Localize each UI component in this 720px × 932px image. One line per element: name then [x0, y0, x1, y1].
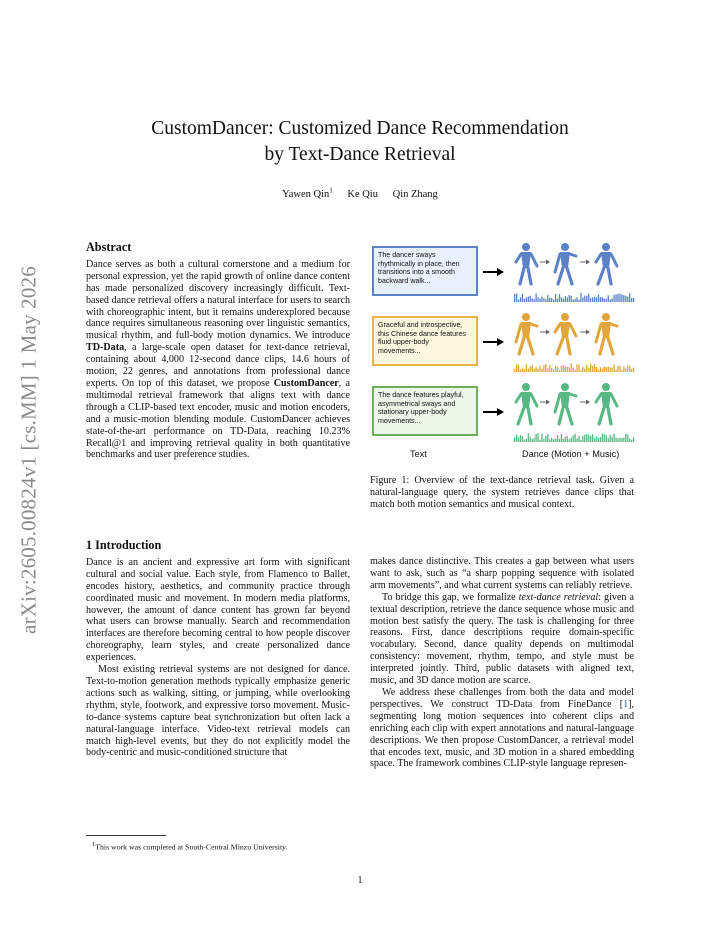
waveform-bar	[600, 297, 601, 302]
waveform-bar	[604, 434, 605, 442]
dancer-arm	[611, 254, 617, 266]
waveform-bar	[580, 440, 581, 442]
dancer-arm	[596, 394, 601, 402]
waveform-bar	[559, 370, 560, 372]
waveform-bar	[586, 434, 587, 442]
dancer-leg	[567, 408, 572, 424]
waveform-bar	[534, 438, 535, 442]
waveform-bar	[604, 299, 605, 302]
waveform-bar	[574, 370, 575, 372]
paragraph: We address these challenges from both the data and model perspectives. We construct TD-Data from FineDance [1], segmenting long motion sequences into coherent clips and enriching each clip with expert annotations and natural-language descriptions. We then propose CustomDancer, a retrieval model that encodes text, music, and 3D motion in a shared embedding space. The framework combines CLIP-style language represen-	[370, 686, 634, 770]
dancer-torso	[601, 322, 611, 338]
waveform-bar	[528, 433, 529, 442]
arxiv-identifier: arXiv:2605.00824v1 [cs.MM] 1 May 2026	[16, 266, 41, 634]
waveform-bar	[576, 297, 577, 302]
waveform-bar	[574, 299, 575, 302]
waveform-bar	[613, 434, 614, 442]
waveform-bar	[547, 295, 548, 302]
waveform-bar	[606, 435, 607, 442]
waveform-bar	[596, 297, 597, 302]
waveform-bar	[569, 295, 570, 302]
waveform-bar	[592, 297, 593, 302]
introduction-left	[86, 540, 350, 759]
waveform-bar	[561, 365, 562, 372]
author: Qin Zhang	[392, 188, 438, 200]
waveform-bar	[571, 363, 572, 372]
waveform-bar	[582, 436, 583, 442]
waveform-bar	[528, 368, 529, 372]
waveform-bar	[549, 298, 550, 302]
dancer-arm	[570, 254, 576, 256]
waveform-bar	[518, 300, 519, 302]
waveform-bar	[573, 367, 574, 372]
waveform-bar	[623, 295, 624, 302]
waveform-bar	[584, 435, 585, 442]
dancer-leg	[608, 408, 611, 424]
waveform-bar	[539, 440, 540, 442]
dancer-leg	[557, 338, 563, 354]
figure-label-dance: Dance (Motion + Music)	[522, 449, 620, 459]
figure-label-text: Text	[410, 449, 427, 459]
waveform-bar	[522, 436, 523, 442]
paper-title: CustomDancer: Customized Dance Recommendation by Text-Dance Retrieval	[151, 118, 569, 165]
dancer-leg	[567, 268, 572, 284]
dancer-torso	[560, 252, 570, 268]
waveform-bar	[557, 299, 558, 302]
waveform-bar	[594, 364, 595, 372]
query-box: Graceful and introspective, this Chinese dance features fluid upper-body movements...	[372, 316, 478, 366]
dancer-arm	[555, 254, 560, 272]
waveform-bar	[578, 364, 579, 372]
waveform-bar	[541, 369, 542, 372]
waveform-bar	[530, 437, 531, 442]
waveform-bar	[606, 299, 607, 302]
paragraph: Most existing retrieval systems are not designed for dance. Text-to-motion generation methods typically emphasize generic actions such as walking, sitting, or jumping, while overlooking rhythm, style, footwork, and expressive torso movement. Music-to-dance systems capture beat synchronization but often lack a natural-language interface. Video-text retrieval models can match high-level events, but they do not explicitly model the body-centric and music-conditioned structure that	[86, 664, 350, 759]
waveform-bar	[571, 438, 572, 442]
waveform-bar	[516, 364, 517, 372]
waveform-bar	[545, 436, 546, 442]
dancer-torso	[521, 252, 531, 268]
waveform-bar	[563, 439, 564, 442]
waveform-bar	[580, 370, 581, 372]
dancer-leg	[599, 408, 604, 424]
small-arrow-head	[546, 260, 550, 265]
dancer-leg	[558, 268, 563, 284]
small-arrow-head	[586, 400, 590, 405]
waveform-bar	[596, 436, 597, 442]
query-box: The dancer sways rhythmically in place, then transitions into a smooth backward walk...	[372, 246, 478, 296]
waveform-bar	[557, 435, 558, 442]
waveform-bar	[534, 299, 535, 302]
waveform-bar	[610, 299, 611, 302]
waveform-bar	[535, 367, 536, 372]
waveform-bar	[576, 364, 577, 372]
waveform-bar	[629, 439, 630, 442]
waveform-bar	[561, 434, 562, 442]
waveform-bar	[532, 439, 533, 442]
author: Ke Qiu	[347, 188, 378, 200]
waveform-bar	[555, 439, 556, 442]
waveform-bar	[592, 366, 593, 372]
dancer-leg	[598, 268, 604, 284]
dancer-arm	[611, 394, 617, 406]
waveform-bar	[621, 294, 622, 302]
dancer-torso	[601, 252, 611, 268]
waveform-bar	[553, 369, 554, 372]
footnote-rule	[86, 835, 166, 836]
waveform-bar	[600, 437, 601, 442]
waveform-bar	[555, 366, 556, 372]
small-arrow-head	[586, 260, 590, 265]
waveform-bar	[578, 436, 579, 442]
paragraph: Dance is an ancient and expressive art form with significant cultural and social value. Each style, from Flamenco to Ballet, encodes history, aesthetics, and community practice through coordinated music and movement. In modern media platforms, however, the amount of dance content has grown far beyond what users can browse manually. Search and recommendation interfaces are therefore becoming central to how people discover choreography, learn styles, and create personalized dance experiences.	[86, 556, 350, 664]
citation-link[interactable]: 1	[623, 698, 629, 710]
waveform-bar	[541, 434, 542, 442]
waveform-bar	[520, 435, 521, 442]
waveform-bar	[594, 438, 595, 442]
waveform-bar	[625, 296, 626, 302]
arrow-right-icon	[483, 267, 505, 277]
waveform-bar	[522, 368, 523, 372]
introduction-right	[370, 556, 634, 770]
dancer-leg	[528, 268, 531, 284]
waveform-bar	[610, 367, 611, 372]
waveform-bar	[621, 370, 622, 372]
dancer-head	[602, 243, 610, 251]
waveform-bar	[543, 439, 544, 442]
waveform-bar	[567, 367, 568, 372]
waveform-bar	[545, 299, 546, 302]
dancer-head	[522, 243, 530, 251]
waveform-bar	[588, 368, 589, 372]
waveform-bar	[633, 298, 634, 302]
figure-1	[370, 240, 635, 468]
waveform-bar	[573, 299, 574, 302]
waveform-bar	[545, 364, 546, 372]
waveform-bar	[619, 294, 620, 302]
waveform-bar	[631, 298, 632, 302]
waveform-bar	[532, 298, 533, 302]
waveform-bar	[528, 296, 529, 302]
waveform-bar	[612, 368, 613, 372]
waveform-bar	[629, 366, 630, 372]
abstract-text: Dance serves as both a cultural cornerstone and a medium for personal expression, yet the rapid growth of online dance content has made personalized discovery increasingly difficult. Text-based dance retrieval offers a natural interface for users to search with choreographic intent, but it remains underexplored because dance requires simultaneous reasoning over linguistic semantics, musical rhythm, and full-body motion dynamics. We introduce TD-Data, a large-scale open dataset for text-dance retrieval, containing about 4,000 12-second dance clips, 14.6 hours of motion, 22 genres, and annotations from professional dance experts. On top of this dataset, we propose CustomDancer, a multimodal retrieval framework that aligns text with dance through a CLIP-based text encoder, music and motion encoders, and a music-motion blending module. CustomDancer achieves state-of-the-art performance on TD-Data, reaching 10.23% Recall@1 and improving retrieval quality in both quantitative benchmarks and user preference studies.	[86, 258, 350, 461]
waveform-bar	[539, 366, 540, 372]
waveform-bar	[580, 293, 581, 302]
waveform-bar	[594, 297, 595, 302]
waveform-bar	[569, 367, 570, 372]
waveform-bar	[559, 294, 560, 302]
waveform-bar	[590, 436, 591, 442]
waveform-bar	[615, 437, 616, 442]
waveform-bar	[586, 296, 587, 302]
dancer-arm	[516, 254, 521, 262]
waveform-bar	[608, 295, 609, 302]
waveform-bar	[584, 369, 585, 372]
abstract-section	[86, 242, 350, 461]
waveform-bar	[569, 439, 570, 442]
waveform-bar	[555, 294, 556, 302]
waveform-bar	[631, 369, 632, 372]
dancer-arm	[596, 324, 601, 342]
footnote: $^1$This work was completed at South-Central Minzu University.	[92, 841, 288, 852]
waveform-bar	[625, 434, 626, 442]
waveform-bar	[598, 370, 599, 372]
author-list	[0, 186, 720, 200]
dancer-leg	[528, 338, 533, 354]
paragraph: makes dance distinctive. This creates a gap between what users want to ask, such as “a sharp popping sequence with isolated arm movements”, and what current systems can reliably retrieve.	[370, 556, 634, 591]
waveform-bar	[600, 367, 601, 372]
waveform-bar	[514, 294, 515, 302]
waveform-bar	[553, 300, 554, 302]
waveform-bar	[537, 369, 538, 372]
waveform-bar	[608, 438, 609, 442]
waveform-bar	[567, 298, 568, 302]
waveform-bar	[590, 298, 591, 302]
author: Yawen Qin$^1$	[282, 186, 333, 200]
dancer-leg	[608, 338, 613, 354]
dancer-arm	[570, 394, 576, 396]
waveform-bar	[631, 440, 632, 442]
dancer-leg	[518, 408, 524, 424]
dancer-arm	[516, 394, 521, 402]
waveform-bar	[516, 294, 517, 302]
waveform-bar	[565, 437, 566, 442]
waveform-bar	[541, 297, 542, 302]
waveform-bar	[586, 365, 587, 372]
waveform-bar	[535, 434, 536, 442]
waveform-bar	[514, 369, 515, 372]
arrow-right-icon	[483, 407, 505, 417]
dancer-arm	[531, 254, 537, 266]
paragraph: To bridge this gap, we formalize text-dance retrieval: given a textual description, retrieve the dance sequence whose music and motion best satisfy the query. The task is challenging for three reasons. First, dance descriptions require domain-specific vocabulary. Second, dance quality depends on multimodal consistency: movement, rhythm, tempo, and style must be interpreted jointly. Third, public datasets with aligned text, music, and 3D dance motion are scarce.	[370, 591, 634, 687]
dancer-leg	[528, 408, 531, 424]
dancer-leg	[600, 338, 604, 354]
waveform-bar	[537, 297, 538, 302]
waveform-bar	[549, 365, 550, 372]
waveform-bar	[592, 434, 593, 442]
waveform-bar	[602, 297, 603, 302]
waveform-bar	[633, 368, 634, 372]
waveform-bar	[530, 366, 531, 372]
waveform-bar	[588, 294, 589, 302]
dancer-leg	[559, 408, 563, 424]
waveform-bar	[602, 369, 603, 372]
waveform-bar	[537, 433, 538, 442]
query-box: The dance features playful, asymmetrical sways and stationary upper-body movements...	[372, 386, 478, 436]
waveform-bar	[532, 365, 533, 372]
waveform-bar	[615, 369, 616, 372]
waveform-bar	[551, 438, 552, 442]
waveform-bar	[617, 366, 618, 372]
waveform-bar	[565, 366, 566, 372]
waveform-bar	[563, 365, 564, 372]
dancer-leg	[520, 268, 524, 284]
waveform-bar	[549, 439, 550, 442]
waveform-bar	[610, 435, 611, 442]
waveform-bar	[561, 297, 562, 302]
dancer-arm	[570, 324, 576, 336]
dancer-head	[522, 383, 530, 391]
waveform-bar	[612, 298, 613, 302]
dancer-head	[602, 383, 610, 391]
waveform-bar	[551, 298, 552, 302]
waveform-bar	[619, 366, 620, 372]
dancer-torso	[521, 392, 531, 408]
dancer-head	[561, 383, 569, 391]
waveform-bar	[539, 299, 540, 302]
waveform-bar	[623, 366, 624, 372]
waveform-bar	[518, 365, 519, 372]
waveform-bar	[565, 296, 566, 302]
waveform-bar	[617, 294, 618, 302]
waveform-bar	[612, 437, 613, 442]
waveform-bar	[547, 368, 548, 372]
waveform-bar	[567, 436, 568, 442]
introduction-heading: 1 Introduction	[86, 538, 162, 552]
waveform-bar	[526, 297, 527, 302]
waveform-bar	[608, 367, 609, 372]
waveform-bar	[514, 437, 515, 442]
small-arrow-head	[586, 330, 590, 335]
waveform-bar	[602, 434, 603, 442]
waveform-bar	[604, 366, 605, 372]
dancer-torso	[521, 322, 531, 338]
waveform-bar	[627, 296, 628, 302]
waveform-bar	[623, 438, 624, 442]
dance-illustration	[510, 240, 635, 445]
waveform-bar	[516, 435, 517, 442]
dancer-arm	[611, 324, 617, 326]
waveform-bar	[563, 299, 564, 302]
waveform-bar	[522, 294, 523, 302]
waveform-bar	[582, 297, 583, 302]
dancer-head	[522, 313, 530, 321]
waveform-bar	[633, 437, 634, 442]
waveform-bar	[524, 299, 525, 302]
waveform-bar	[625, 368, 626, 372]
dancer-head	[602, 313, 610, 321]
waveform-bar	[617, 438, 618, 442]
waveform-bar	[543, 365, 544, 372]
small-arrow-head	[546, 400, 550, 405]
waveform-bar	[557, 367, 558, 372]
waveform-bar	[524, 369, 525, 372]
waveform-bar	[578, 300, 579, 302]
waveform-bar	[520, 370, 521, 372]
waveform-bar	[588, 435, 589, 442]
waveform-bar	[596, 367, 597, 372]
waveform-bar	[619, 438, 620, 442]
dancer-arm	[596, 254, 601, 262]
waveform-bar	[576, 438, 577, 442]
dancer-arm	[516, 324, 521, 342]
waveform-bar	[606, 367, 607, 372]
arrow-right-icon	[483, 337, 505, 347]
dancer-head	[561, 313, 569, 321]
waveform-bar	[551, 368, 552, 372]
waveform-bar	[598, 294, 599, 302]
waveform-bar	[582, 367, 583, 372]
dancer-arm	[531, 324, 537, 326]
waveform-bar	[543, 298, 544, 302]
waveform-bar	[613, 295, 614, 302]
waveform-bar	[615, 294, 616, 302]
dancer-torso	[560, 392, 570, 408]
waveform-bar	[590, 363, 591, 372]
dancer-leg	[567, 338, 570, 354]
waveform-bar	[574, 434, 575, 442]
waveform-bar	[526, 365, 527, 372]
abstract-heading: Abstract	[86, 240, 132, 254]
dancer-leg	[519, 338, 524, 354]
waveform-bar	[518, 437, 519, 442]
waveform-bar	[547, 434, 548, 442]
dancer-arm	[531, 394, 537, 406]
small-arrow-head	[546, 330, 550, 335]
waveform-bar	[627, 434, 628, 442]
dancer-arm	[555, 324, 560, 332]
dancer-leg	[608, 268, 611, 284]
waveform-bar	[629, 293, 630, 302]
waveform-bar	[534, 369, 535, 372]
waveform-bar	[613, 364, 614, 372]
waveform-bar	[524, 440, 525, 442]
waveform-bar	[571, 296, 572, 302]
waveform-bar	[627, 365, 628, 372]
waveform-bar	[553, 439, 554, 442]
dancer-arm	[555, 394, 560, 412]
waveform-bar	[559, 439, 560, 442]
figure-caption: Figure 1: Overview of the text-dance retrieval task. Given a natural-language query, the system retrieves dance clips that match both motion semantics and musical context.	[370, 475, 634, 510]
dancer-head	[561, 243, 569, 251]
waveform-bar	[530, 296, 531, 302]
waveform-bar	[598, 438, 599, 442]
dancer-torso	[560, 322, 570, 338]
waveform-bar	[584, 296, 585, 302]
waveform-bar	[520, 297, 521, 302]
page-number: 1	[357, 875, 363, 886]
dancer-torso	[601, 392, 611, 408]
waveform-bar	[573, 435, 574, 442]
waveform-bar	[621, 438, 622, 442]
waveform-bar	[535, 293, 536, 302]
waveform-bar	[526, 439, 527, 442]
